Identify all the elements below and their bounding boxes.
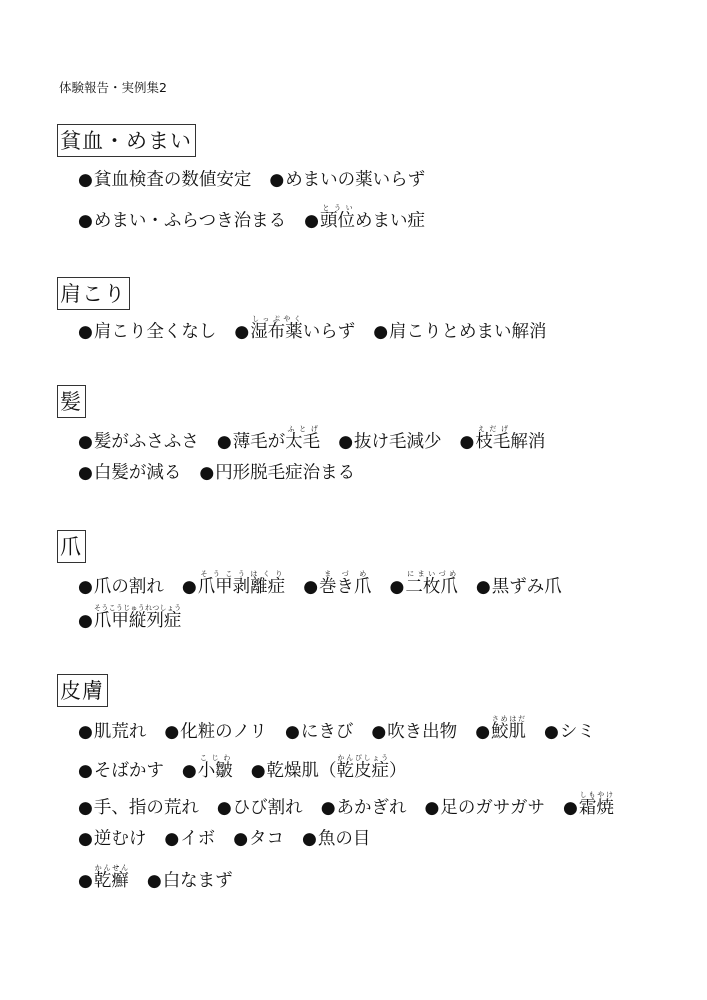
item-text: 魚の目: [317, 829, 371, 849]
item-line: [78, 315, 565, 343]
list-item: [164, 828, 215, 850]
item-text: 黒ずみ爪: [491, 577, 562, 597]
list-item: [303, 570, 371, 598]
list-item: [321, 797, 407, 819]
section-title: 肩こり: [57, 277, 130, 310]
bullet-icon: ●: [250, 761, 266, 781]
item-text: ひび割れ: [232, 798, 303, 818]
list-item: [182, 754, 233, 782]
bullet-icon: ●: [164, 829, 180, 849]
bullet-icon: ●: [302, 829, 317, 849]
bullet-icon: ●: [544, 722, 559, 742]
ruby-text: 乾皮症かんぴしょう: [336, 754, 390, 781]
item-line: [78, 864, 251, 892]
list-item: [147, 870, 233, 892]
bullet-icon: ●: [371, 722, 387, 742]
list-item: [217, 797, 303, 819]
bullet-icon: ●: [389, 577, 405, 597]
list-item: [78, 462, 181, 484]
item-text: めまい・ふらつき治まる: [93, 211, 287, 231]
ruby-text: 太毛ふとげ: [285, 425, 321, 452]
bullet-icon: ●: [78, 829, 93, 849]
bullet-icon: ●: [320, 798, 336, 818]
list-item: [251, 754, 407, 782]
bullet-icon: ●: [234, 322, 250, 342]
bullet-icon: ●: [78, 432, 93, 452]
ruby-text: 霜焼しもやけ: [578, 791, 614, 818]
item-line: [78, 754, 425, 782]
bullet-icon: ●: [303, 577, 319, 597]
item-line: [78, 425, 563, 453]
section-nails: [57, 530, 562, 631]
item-text: 髪がふさふさ: [93, 432, 199, 452]
list-item: [78, 431, 199, 453]
item-text: 白なまず: [162, 871, 233, 891]
bullet-icon: ●: [78, 211, 93, 231]
section-skin: [57, 674, 614, 891]
bullet-icon: ●: [78, 170, 93, 190]
item-line: [78, 204, 443, 232]
list-item: [302, 828, 370, 850]
section-anemia-dizziness: [57, 124, 426, 231]
item-text: タコ: [249, 829, 285, 849]
item-text: ）: [389, 761, 407, 781]
furigana: しっぷやく: [250, 315, 303, 323]
section-title: 爪: [57, 530, 86, 563]
item-text: イボ: [180, 829, 216, 849]
ruby-text: 鮫肌さめはだ: [491, 715, 527, 742]
ruby-text: 湿布薬しっぷやく: [250, 315, 303, 342]
list-item: [390, 570, 458, 598]
furigana: そうこうじゅうれつしょう: [93, 604, 182, 612]
furigana: さめはだ: [491, 715, 527, 723]
furigana: そうこうはくり: [197, 570, 286, 578]
list-item: [338, 431, 441, 453]
list-item: [304, 204, 425, 232]
item-text: 肌荒れ: [93, 722, 147, 742]
list-item: [233, 828, 284, 850]
furigana: ふとげ: [285, 425, 321, 433]
list-item: [164, 721, 267, 743]
item-text: めまい症: [355, 211, 426, 231]
list-item: [425, 797, 546, 819]
bullet-icon: ●: [78, 577, 93, 597]
item-text: 足のガサガサ: [440, 798, 546, 818]
list-item: [78, 576, 164, 598]
item-line: [78, 791, 632, 819]
list-item: [217, 425, 320, 453]
item-text: めまいの薬いらず: [285, 170, 426, 190]
item-line: [78, 570, 580, 598]
list-item: [199, 462, 355, 484]
bullet-icon: ●: [285, 722, 300, 742]
page-header-title: 体験報告・実例集2: [59, 80, 167, 95]
item-text: 肩こり全くなし: [93, 322, 217, 342]
item-text: 肩こりとめまい解消: [389, 322, 547, 342]
bullet-icon: ●: [338, 432, 354, 452]
furigana: まづめ: [319, 570, 372, 578]
list-item: [182, 570, 285, 598]
item-line: [78, 828, 388, 850]
item-text: 円形脱毛症治まる: [215, 463, 356, 483]
list-item: [544, 721, 595, 743]
bullet-icon: ●: [216, 798, 232, 818]
item-line: [78, 169, 443, 191]
item-text: そばかす: [93, 761, 164, 781]
ruby-text: 小皺こじわ: [197, 754, 233, 781]
ruby-text: 枝毛えだげ: [475, 425, 511, 452]
item-line: [78, 462, 373, 484]
bullet-icon: ●: [459, 432, 475, 452]
section-hair: [57, 385, 546, 483]
bullet-icon: ●: [164, 722, 180, 742]
bullet-icon: ●: [373, 322, 389, 342]
item-text: 吹き出物: [387, 722, 458, 742]
bullet-icon: ●: [216, 432, 232, 452]
bullet-icon: ●: [78, 611, 93, 631]
bullet-icon: ●: [233, 829, 249, 849]
list-item: [78, 828, 146, 850]
item-line: [78, 604, 199, 632]
bullet-icon: ●: [304, 211, 320, 231]
item-text: 抜け毛減少: [354, 432, 442, 452]
item-text: 解消: [510, 432, 546, 452]
item-text: シミ: [559, 722, 595, 742]
bullet-icon: ●: [475, 722, 491, 742]
furigana: こじわ: [197, 754, 233, 762]
list-item: [476, 576, 562, 598]
section-title: 皮膚: [57, 674, 108, 707]
bullet-icon: ●: [78, 761, 93, 781]
item-text: 手、指の荒れ: [93, 798, 199, 818]
ruby-text: 巻き爪まづめ: [319, 570, 372, 597]
item-text: あかぎれ: [336, 798, 407, 818]
list-item: [460, 425, 546, 453]
list-item: [285, 721, 353, 743]
list-item: [78, 760, 164, 782]
bullet-icon: ●: [199, 463, 215, 483]
bullet-icon: ●: [475, 577, 491, 597]
item-line: [78, 715, 613, 743]
list-item: [78, 864, 129, 892]
list-item: [78, 721, 146, 743]
item-text: 白髪が減る: [93, 463, 182, 483]
list-item: [563, 791, 614, 819]
furigana: しもやけ: [578, 791, 614, 799]
item-text: 薄毛が: [232, 432, 286, 452]
ruby-text: 爪甲縦列症そうこうじゅうれつしょう: [93, 604, 182, 631]
bullet-icon: ●: [181, 761, 197, 781]
item-text: 乾燥肌（: [266, 761, 337, 781]
item-text: 逆むけ: [93, 829, 147, 849]
section-shoulder-stiffness: [57, 277, 547, 342]
section-title: 貧血・めまい: [57, 124, 196, 157]
list-item: [373, 321, 546, 343]
list-item: [475, 715, 526, 743]
item-text: 貧血検査の数値安定: [93, 170, 252, 190]
furigana: にまいづめ: [405, 570, 458, 578]
list-item: [234, 315, 355, 343]
list-item: [78, 169, 251, 191]
bullet-icon: ●: [181, 577, 197, 597]
furigana: とうい: [320, 204, 356, 212]
list-item: [78, 210, 286, 232]
item-text: 爪の割れ: [93, 577, 164, 597]
bullet-icon: ●: [146, 871, 162, 891]
ruby-text: 乾癬かんせん: [93, 864, 129, 891]
item-text: 化粧のノリ: [180, 722, 267, 742]
bullet-icon: ●: [78, 722, 93, 742]
furigana: えだげ: [475, 425, 511, 433]
ruby-text: 頭位とうい: [320, 204, 356, 231]
section-title: 髪: [57, 385, 86, 418]
bullet-icon: ●: [78, 798, 93, 818]
list-item: [78, 604, 181, 632]
list-item: [78, 321, 216, 343]
bullet-icon: ●: [78, 871, 93, 891]
bullet-icon: ●: [78, 322, 93, 342]
item-text: にきび: [300, 722, 354, 742]
bullet-icon: ●: [563, 798, 578, 818]
bullet-icon: ●: [78, 463, 93, 483]
bullet-icon: ●: [424, 798, 440, 818]
bullet-icon: ●: [269, 170, 285, 190]
item-text: いらず: [302, 322, 356, 342]
ruby-text: 爪甲剥離症そうこうはくり: [197, 570, 286, 597]
list-item: [371, 721, 457, 743]
ruby-text: 二枚爪にまいづめ: [405, 570, 458, 597]
list-item: [78, 797, 199, 819]
furigana: かんぴしょう: [336, 754, 390, 762]
list-item: [269, 169, 425, 191]
furigana: かんせん: [93, 864, 129, 872]
